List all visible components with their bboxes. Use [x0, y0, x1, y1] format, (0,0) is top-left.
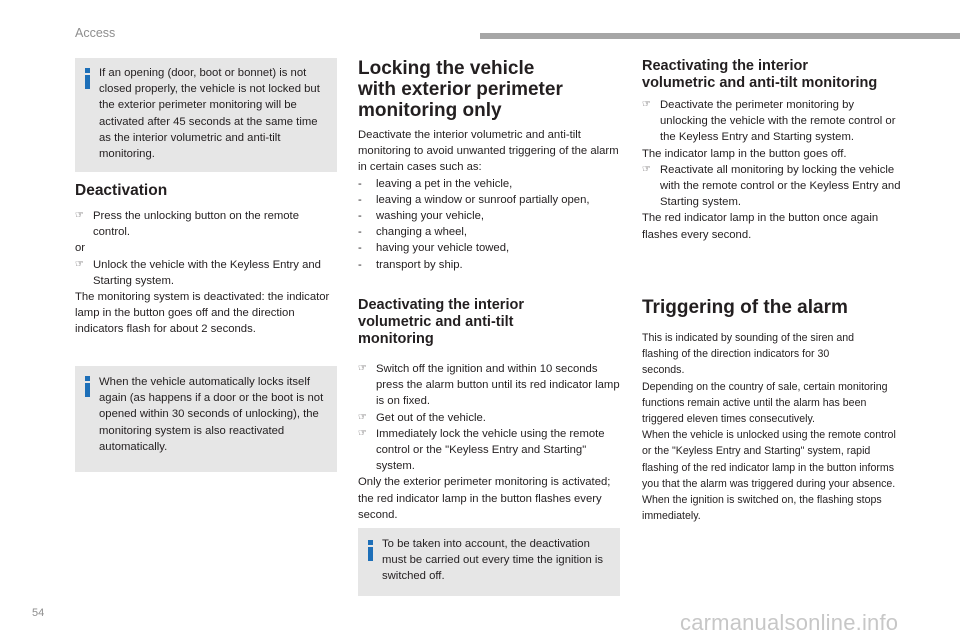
section-heading [358, 58, 563, 121]
list-item: - having your vehicle towed, [358, 240, 620, 256]
body-text: The indicator lamp in the button goes off. [642, 147, 847, 160]
section-heading: Triggering of the alarm [642, 297, 848, 318]
instruction-step: ☞ Immediately lock the vehicle using the remote control or the "Keyless Entry and Starting" system. [358, 426, 622, 475]
page-number: 54 [32, 607, 45, 619]
body-text: The monitoring system is deactivated: the indicator lamp in the button goes off and the direction indicators flash for about 2 seconds. [75, 291, 330, 336]
header-divider-bar [480, 33, 960, 39]
section-heading: Deactivation [75, 182, 168, 199]
body-text: When the vehicle is unlocked using the remote control or the "Keyless Entry and Starting" system, rapid flashing of the red indicator lamp in the button informs you that the alarm was triggered during your absence. When the ignition is switched on, the flashing stops immediately. [642, 429, 896, 523]
instruction-step: ☞ Reactivate all monitoring by locking the vehicle with the remote control or the Keyless Entry and Starting system. [642, 162, 904, 211]
reactivating-body [642, 97, 904, 243]
triggering-body [642, 330, 906, 524]
info-icon [84, 376, 91, 397]
section-heading [358, 297, 524, 348]
heading-line: Locking the vehicle [358, 58, 535, 79]
instruction-step: ☞ Deactivate the perimeter monitoring by unlocking the vehicle with the remote control or the Keyless Entry and Starting system. [642, 97, 904, 146]
info-note-box [75, 58, 337, 172]
heading-line: monitoring only [358, 100, 502, 121]
info-icon [84, 68, 91, 89]
list-item: - transport by ship. [358, 257, 620, 273]
instruction-step: ☞ Press the unlocking button on the remote control. [75, 208, 337, 240]
instruction-step: ☞ Switch off the ignition and within 10 seconds press the alarm button until its red indicator lamp is on fixed. [358, 361, 622, 410]
info-note-text: When the vehicle automatically locks itself again (as happens if a door or the boot is not opened within 30 seconds of unlocking), the monitoring system is also reactivated automatically. [99, 376, 324, 453]
heading-line: Deactivating the interior [358, 297, 524, 313]
or-text: or [75, 242, 86, 255]
info-icon [367, 540, 374, 561]
section-heading [642, 58, 877, 92]
list-item: - changing a wheel, [358, 224, 620, 240]
info-note-box [358, 528, 620, 596]
body-text: Depending on the country of sale, certain monitoring functions remain active until the alarm has been triggered eleven times consecutively. [642, 380, 888, 426]
heading-line: volumetric and anti-tilt [358, 314, 514, 330]
info-note-box [75, 366, 337, 472]
section-title: Access [75, 26, 116, 40]
heading-line: Reactivating the interior [642, 58, 808, 74]
deactivation-body [75, 208, 337, 338]
info-note-text: If an opening (door, boot or bonnet) is not closed properly, the vehicle is not locked but the exterior perimeter monitoring will be activated after 45 seconds at the same time as the interior volumetric and anti-tilt monitoring. [99, 67, 320, 161]
list-item: - washing your vehicle, [358, 208, 620, 224]
body-text: This is indicated by sounding of the siren and flashing of the direction indicators for 30 seconds. [642, 332, 855, 377]
heading-line: monitoring [358, 331, 434, 347]
heading-line: with exterior perimeter [358, 79, 563, 100]
body-text: Deactivate the interior volumetric and anti-tilt monitoring to avoid unwanted triggering of the alarm in certain cases such as: [358, 129, 619, 174]
instruction-step: ☞ Get out of the vehicle. [358, 410, 622, 426]
info-note-text: To be taken into account, the deactivation must be carried out every time the ignition is switched off. [382, 538, 604, 583]
body-text: Only the exterior perimeter monitoring is activated; the red indicator lamp in the button flashes every second. [358, 476, 611, 521]
list-item: - leaving a window or sunroof partially open, [358, 192, 620, 208]
heading-line: volumetric and anti-tilt monitoring [642, 75, 878, 91]
locking-body [358, 127, 620, 273]
deactivating-interior-body [358, 361, 622, 523]
body-text: The red indicator lamp in the button once again flashes every second. [642, 212, 879, 241]
list-item: - leaving a pet in the vehicle, [358, 176, 620, 192]
instruction-step: ☞ Unlock the vehicle with the Keyless Entry and Starting system. [75, 257, 337, 289]
watermark-text: carmanualsonline.info [680, 610, 899, 635]
